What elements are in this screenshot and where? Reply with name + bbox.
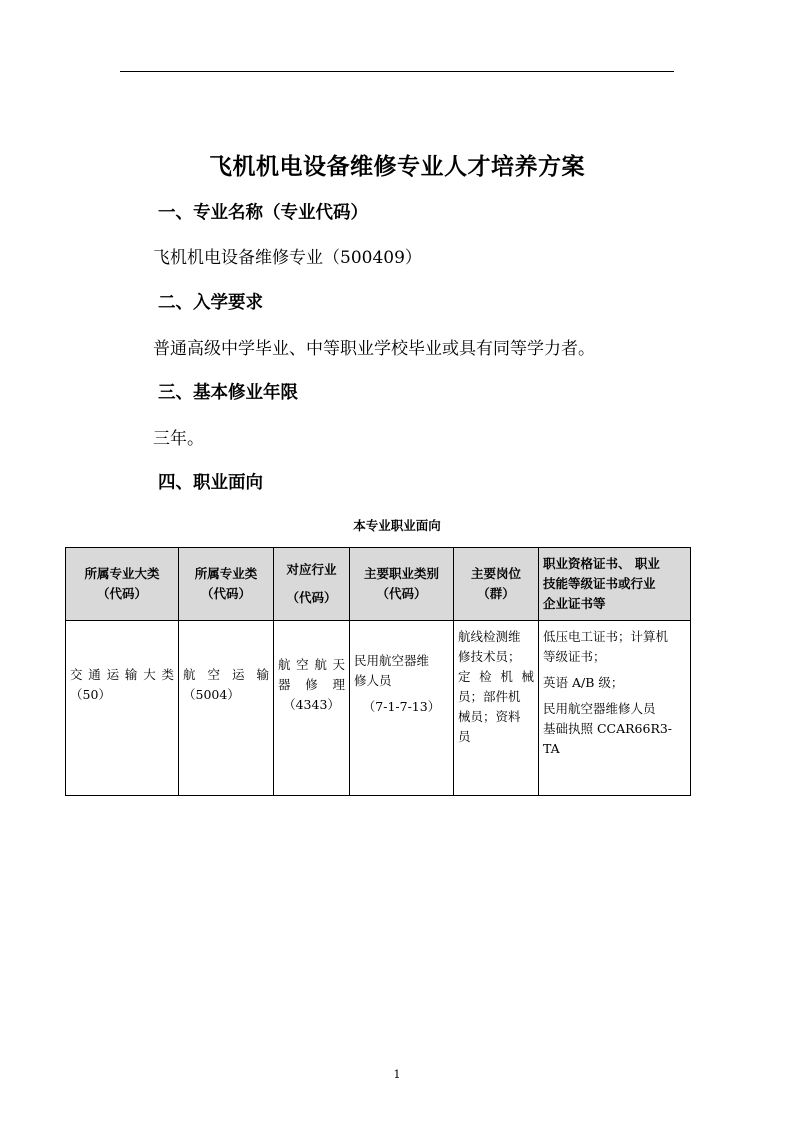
header-occupation-category: 主要职业类别 （代码）	[350, 548, 454, 621]
cell-main-positions: 航线检测维 修技术员； 定 检 机 械 员；部件机 械员；资料 员	[454, 621, 539, 796]
cell-major-category: 交通运输大类 （50）	[66, 621, 179, 796]
cell-occupation-category: 民用航空器维 修人员 （7-1-7-13）	[350, 621, 454, 796]
table-caption: 本专业职业面向	[353, 518, 441, 533]
header-industry: 对应行业 （代码）	[274, 548, 350, 621]
header-main-positions: 主要岗位 （群）	[454, 548, 539, 621]
cell-industry: 航空航天 器 修 理 （4343）	[274, 621, 350, 796]
page-number: 1	[393, 1068, 401, 1081]
admission-text: 普通高级中学毕业、中等职业学校毕业或具有同等学力者。	[153, 339, 595, 359]
career-orientation-table	[65, 547, 691, 796]
section-heading-major-name: 一、专业名称（专业代码）	[158, 203, 368, 223]
major-name-text: 飞机机电设备维修专业（500409）	[153, 248, 422, 268]
document-title: 飞机机电设备维修专业人才培养方案	[209, 154, 585, 180]
cell-major-class: 航 空 运 输 （5004）	[179, 621, 274, 796]
header-major-category: 所属专业大类 （代码）	[66, 548, 179, 621]
section-heading-admission: 二、入学要求	[158, 293, 263, 313]
header-rule	[120, 71, 674, 72]
header-certificates: 职业资格证书、 职业 技能等级证书或行业 企业证书等	[539, 548, 691, 621]
header-major-class: 所属专业类 （代码）	[179, 548, 274, 621]
cell-certificates: 低压电工证书；计算机 等级证书； 英语 A/B 级； 民用航空器维修人员 基础执照 CCAR66R3-TA	[539, 621, 691, 796]
section-heading-career: 四、职业面向	[158, 473, 263, 493]
table-header-row	[66, 548, 691, 621]
duration-text: 三年。	[153, 429, 204, 449]
table-row	[66, 621, 691, 796]
section-heading-duration: 三、基本修业年限	[158, 383, 298, 403]
